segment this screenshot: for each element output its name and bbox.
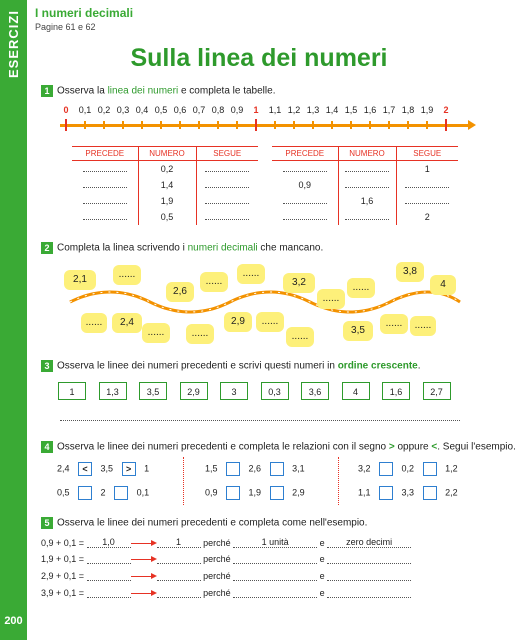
- answer-blank[interactable]: [83, 179, 127, 188]
- col-precede: PRECEDE: [272, 147, 338, 161]
- answer-blank[interactable]: [83, 211, 127, 220]
- number-line-label: 0,8: [211, 105, 225, 115]
- number: 0,9: [205, 487, 218, 498]
- ex5-row: [41, 537, 411, 548]
- ex3-instruction: 3 Osserva le linee dei numeri precedenti e scrivi questi numeri in ordine crescente.: [41, 360, 421, 372]
- relation-group: [57, 486, 149, 500]
- ex3-number: 3: [41, 360, 53, 372]
- bubble-blank[interactable]: ......: [113, 265, 141, 285]
- answer-blank[interactable]: [87, 597, 131, 598]
- sidebar-label: ESERCIZI: [6, 10, 21, 78]
- units-blank[interactable]: [233, 563, 317, 564]
- number: 0,5: [57, 487, 70, 498]
- sign-box[interactable]: [270, 462, 284, 476]
- number: 3,2: [358, 463, 371, 474]
- divider: [338, 457, 339, 505]
- sign-box[interactable]: [379, 486, 393, 500]
- bubble-blank[interactable]: ......: [410, 316, 436, 336]
- bubble-number: 2,4: [112, 313, 142, 333]
- number-box: 3,5: [139, 382, 167, 400]
- bubble-number: 4: [430, 275, 456, 295]
- number-line-label: 0,6: [173, 105, 187, 115]
- number-line-label: 1,7: [382, 105, 396, 115]
- number-line-label: 0,1: [78, 105, 92, 115]
- number-line-tick: [84, 121, 86, 129]
- number-line-label: 0,5: [154, 105, 168, 115]
- arrow-right-icon: [131, 539, 157, 548]
- number-line-tick: [388, 121, 390, 129]
- col-segue: SEGUE: [396, 147, 458, 161]
- number-line-label: 0,9: [230, 105, 244, 115]
- ex5-instruction: 5 Osserva le linee dei numeri precedenti e completa come nell'esempio.: [41, 517, 367, 529]
- answer-blank[interactable]: [157, 597, 201, 598]
- number: 0,1: [136, 487, 150, 498]
- table-cell-value: 1,6: [360, 195, 374, 206]
- table-2: [272, 146, 458, 225]
- ex4-number: 4: [41, 441, 53, 453]
- table-row: [272, 177, 458, 193]
- answer-blank[interactable]: [157, 580, 201, 581]
- units-blank[interactable]: 1 unità: [233, 537, 317, 548]
- number-box: 4: [342, 382, 370, 400]
- number-line-label: 2: [443, 105, 449, 115]
- answer-blank[interactable]: [345, 179, 389, 188]
- word-perche: perché: [203, 588, 231, 598]
- answer-blank[interactable]: [205, 163, 249, 172]
- table-cell-value: 2: [424, 211, 430, 222]
- number-line-tick: [103, 121, 105, 129]
- number-line-label: 1,9: [420, 105, 434, 115]
- table-row: [72, 193, 258, 209]
- bubble-blank[interactable]: ......: [347, 278, 375, 298]
- bubble-number: 3,8: [396, 262, 424, 282]
- number-box: 3,6: [301, 382, 329, 400]
- ex2-instruction: 2 Completa la linea scrivendo i numeri decimali che mancano.: [41, 242, 323, 254]
- tenths-blank[interactable]: [327, 580, 411, 581]
- number-line-label: 1: [253, 105, 259, 115]
- number-line-label: 1,8: [401, 105, 415, 115]
- answer-blank[interactable]: [345, 163, 389, 172]
- answer-blank[interactable]: [87, 580, 131, 581]
- tenths-blank[interactable]: [327, 563, 411, 564]
- number: 3,3: [401, 487, 415, 498]
- bubble-blank[interactable]: ......: [200, 272, 228, 292]
- ex4-instruction: 4 Osserva le linee dei numeri precedenti e completa le relazioni con il segno > oppure <. Segui l'esempio.: [41, 441, 516, 453]
- bubble-blank[interactable]: ......: [256, 312, 284, 332]
- answer-blank[interactable]: [205, 195, 249, 204]
- arrow-right-icon: [468, 120, 476, 130]
- bubble-blank[interactable]: ......: [237, 264, 265, 284]
- col-numero: NUMERO: [138, 147, 196, 161]
- bubble-blank[interactable]: ......: [81, 313, 107, 333]
- word-perche: perché: [203, 554, 231, 564]
- number-line-tick: [122, 121, 124, 129]
- number-line-tick: [369, 121, 371, 129]
- number-line-tick: [274, 121, 276, 129]
- number: 3,1: [292, 463, 305, 474]
- ex1-instruction: 1 Osserva la linea dei numeri e completa le tabelle.: [41, 85, 275, 97]
- bubble-blank[interactable]: ......: [380, 314, 408, 334]
- number: 1: [144, 463, 150, 474]
- number-line-tick: [160, 121, 162, 129]
- table-cell-value: 1,4: [160, 179, 174, 190]
- answer-line[interactable]: [60, 420, 460, 421]
- col-precede: PRECEDE: [72, 147, 138, 161]
- number: 1,2: [445, 463, 458, 474]
- table-cell-value: 0,5: [160, 211, 174, 222]
- number-box: 1,3: [99, 382, 127, 400]
- table-row: [272, 193, 458, 209]
- word-e: e: [319, 537, 325, 548]
- divider: [183, 457, 184, 505]
- bubble-number: 3,2: [283, 273, 315, 293]
- relation-group: [358, 486, 458, 500]
- relation-group: [358, 462, 458, 476]
- number: 2,6: [248, 463, 262, 474]
- page-title: Sulla linea dei numeri: [130, 44, 388, 72]
- bubble-number: 3,5: [343, 321, 373, 341]
- expression: 1,9 + 0,1 =: [41, 554, 85, 564]
- table-row: [72, 209, 258, 225]
- number-box: 2,9: [180, 382, 208, 400]
- table-cell-value: 1,9: [160, 195, 174, 206]
- answer-blank[interactable]: [283, 195, 327, 204]
- bubble-number: 2,6: [166, 282, 194, 302]
- ex2-number: 2: [41, 242, 53, 254]
- number-line-tick: [217, 121, 219, 129]
- number-line-label: 1,2: [287, 105, 301, 115]
- number: 1,1: [358, 487, 371, 498]
- number-line-label: 0,4: [135, 105, 149, 115]
- table-row: [72, 177, 258, 193]
- word-perche: perché: [203, 571, 231, 581]
- table-row: [272, 161, 458, 177]
- ex5-row: [41, 588, 411, 598]
- tenths-blank[interactable]: [327, 597, 411, 598]
- bubble-blank[interactable]: ......: [186, 324, 214, 344]
- answer-blank[interactable]: [405, 195, 449, 204]
- answer-blank[interactable]: [205, 179, 249, 188]
- sign-box[interactable]: >: [122, 462, 136, 476]
- bubble-number: 2,9: [224, 312, 252, 332]
- answer-blank[interactable]: [283, 163, 327, 172]
- number-line-tick: [331, 121, 333, 129]
- sidebar: [0, 0, 27, 640]
- number-line-tick: [255, 119, 257, 131]
- answer-blank[interactable]: 1,0: [87, 537, 131, 548]
- tenths-blank[interactable]: zero decimi: [327, 537, 411, 548]
- relation-group: [205, 486, 305, 500]
- answer-blank[interactable]: [405, 179, 449, 188]
- answer-blank[interactable]: [345, 211, 389, 220]
- word-perche: perché: [203, 537, 231, 548]
- number-line-tick: [312, 121, 314, 129]
- sign-box[interactable]: [423, 486, 437, 500]
- answer-blank[interactable]: [83, 163, 127, 172]
- number-line-tick: [179, 121, 181, 129]
- sign-box[interactable]: [78, 486, 92, 500]
- sign-box[interactable]: [379, 462, 393, 476]
- number: 1,5: [205, 463, 218, 474]
- arrow-right-icon: [131, 555, 157, 564]
- word-e: e: [319, 554, 325, 564]
- expression: 2,9 + 0,1 =: [41, 571, 85, 581]
- word-e: e: [319, 571, 325, 581]
- number-line-label: 1,1: [268, 105, 282, 115]
- number-line-label: 1,3: [306, 105, 320, 115]
- relation-group: [57, 462, 149, 476]
- units-blank[interactable]: [233, 580, 317, 581]
- number-line-label: 0,3: [116, 105, 130, 115]
- sign-box[interactable]: [270, 486, 284, 500]
- number-line-tick: [141, 121, 143, 129]
- table-row: [272, 209, 458, 225]
- col-numero: NUMERO: [338, 147, 396, 161]
- col-segue: SEGUE: [196, 147, 258, 161]
- number-line-tick: [407, 121, 409, 129]
- answer-blank[interactable]: [87, 563, 131, 564]
- number-box: 1: [58, 382, 86, 400]
- table-cell-value: 0,9: [298, 179, 311, 190]
- table-cell-value: 1: [424, 163, 430, 174]
- table-row: [72, 161, 258, 177]
- number-box: 1,6: [382, 382, 410, 400]
- ex5-row: [41, 571, 411, 581]
- sign-box[interactable]: <: [78, 462, 92, 476]
- sign-box[interactable]: [226, 486, 240, 500]
- number-line: [0, 105, 518, 135]
- number-line-label: 1,5: [344, 105, 358, 115]
- number: 1,9: [248, 487, 262, 498]
- answer-blank[interactable]: 1: [157, 537, 201, 548]
- number-line-tick: [236, 121, 238, 129]
- answer-blank[interactable]: [283, 211, 327, 220]
- number-line-tick: [198, 121, 200, 129]
- number-box: 3: [220, 382, 248, 400]
- answer-blank[interactable]: [157, 563, 201, 564]
- ex1-number: 1: [41, 85, 53, 97]
- table-cell-value: 0,2: [160, 163, 174, 174]
- word-e: e: [319, 588, 325, 598]
- number-box: 0,3: [261, 382, 289, 400]
- sign-box[interactable]: [423, 462, 437, 476]
- expression: 3,9 + 0,1 =: [41, 588, 85, 598]
- answer-blank[interactable]: [205, 211, 249, 220]
- number-line-tick: [350, 121, 352, 129]
- bubble-blank[interactable]: ......: [286, 327, 314, 347]
- units-blank[interactable]: [233, 597, 317, 598]
- bubble-blank[interactable]: ......: [317, 289, 345, 309]
- answer-blank[interactable]: [83, 195, 127, 204]
- number-line-label: 1,6: [363, 105, 377, 115]
- ex5-number: 5: [41, 517, 53, 529]
- number: 2: [100, 487, 106, 498]
- arrow-right-icon: [131, 589, 157, 598]
- number-line-tick: [426, 121, 428, 129]
- bubble-number: 2,1: [64, 270, 96, 290]
- pages-reference: Pagine 61 e 62: [35, 22, 96, 32]
- number-line-tick: [445, 119, 447, 131]
- number-line-label: 1,4: [325, 105, 339, 115]
- bubble-blank[interactable]: ......: [142, 323, 170, 343]
- sign-box[interactable]: [226, 462, 240, 476]
- expression: 0,9 + 0,1 =: [41, 537, 85, 548]
- relation-group: [205, 462, 305, 476]
- number: 2,4: [57, 463, 70, 474]
- number: 2,2: [445, 487, 458, 498]
- number-line-label: 0,2: [97, 105, 111, 115]
- number: 0,2: [401, 463, 415, 474]
- ex5-row: [41, 554, 411, 564]
- number-line-tick: [65, 119, 67, 131]
- table-1: [72, 146, 258, 225]
- arrow-right-icon: [131, 572, 157, 581]
- number-line-label: 0: [63, 105, 69, 115]
- page-number: 200: [0, 602, 27, 640]
- number-line-tick: [293, 121, 295, 129]
- number-line-label: 0,7: [192, 105, 206, 115]
- sign-box[interactable]: [114, 486, 128, 500]
- number-box: 2,7: [423, 382, 451, 400]
- number: 3,5: [100, 463, 114, 474]
- number: 2,9: [292, 487, 305, 498]
- section-title: I numeri decimali: [35, 6, 134, 20]
